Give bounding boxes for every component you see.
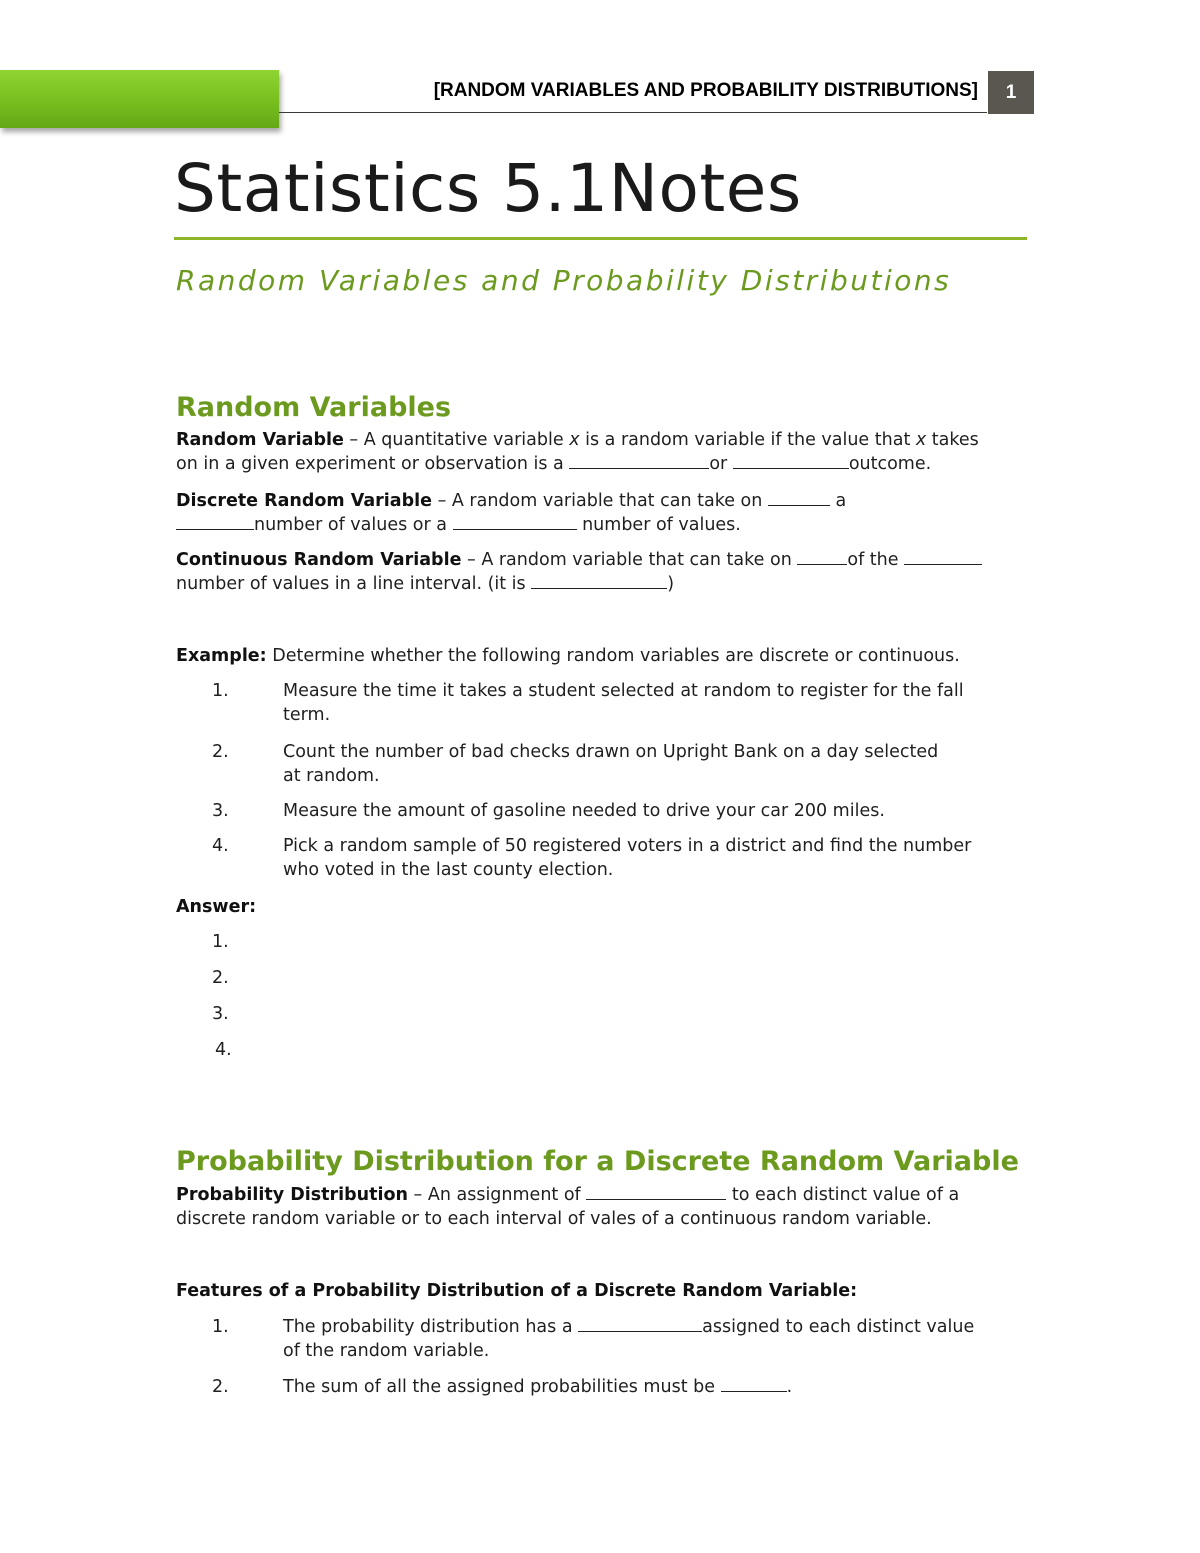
definition-continuous-random-variable	[176, 548, 1026, 596]
text: – An assignment of	[407, 1185, 587, 1205]
text: A quantitative variable	[363, 430, 570, 450]
text: a	[829, 491, 847, 511]
text: Count the number of bad checks drawn on Upright Bank on a day selected	[283, 742, 939, 762]
section-heading-random-variables: Random Variables	[176, 392, 452, 423]
section-heading-probability-distribution: Probability Distribution for a Discrete Random Variable	[176, 1146, 1019, 1177]
text: number of values.	[576, 515, 741, 535]
fill-in-blank	[721, 1375, 787, 1392]
definition-random-variable	[176, 428, 1026, 476]
fill-in-blank	[453, 513, 577, 530]
text: is a random variable if the value that	[579, 430, 916, 450]
answer-label-text: Answer:	[176, 897, 257, 917]
text: Measure the time it takes a student selected at random to register for the fall	[283, 681, 964, 701]
text: Pick a random sample of 50 registered voters in a district and find the number	[283, 836, 972, 856]
text: – A random variable that can take on	[432, 491, 768, 511]
example-item-number: 2.	[212, 742, 229, 762]
text: of the random variable.	[283, 1341, 490, 1361]
example-item-number: 4.	[212, 836, 229, 856]
text: assigned to each distinct value	[702, 1317, 975, 1337]
header-accent-tab	[0, 70, 279, 128]
fill-in-blank	[531, 572, 667, 589]
title-rule	[174, 237, 1027, 240]
text: number of values or a	[254, 515, 453, 535]
features-label-text: Features of a Probability Distribution of a Discrete Random Variable:	[176, 1281, 858, 1301]
answer-number: 3.	[212, 1004, 229, 1024]
feature-item	[283, 1375, 1028, 1399]
text: )	[667, 574, 675, 594]
example-item	[283, 740, 1028, 788]
text: .	[786, 1377, 793, 1397]
text: who voted in the last county election.	[283, 860, 614, 880]
fill-in-blank	[569, 452, 709, 469]
term-random-variable: Random Variable	[176, 430, 344, 450]
fill-in-blank	[586, 1183, 726, 1200]
text: to each distinct value of a	[726, 1185, 960, 1205]
text: Determine whether the following random variables are discrete or continuous.	[266, 646, 960, 666]
answer-number: 2.	[212, 968, 229, 988]
text: number of values in a line interval. (it is	[176, 574, 532, 594]
example-prompt	[176, 644, 1026, 668]
answer-label	[176, 895, 1026, 919]
fill-in-blank	[797, 548, 847, 565]
text: – A random variable that can take on	[461, 550, 798, 570]
variable-x: x	[915, 430, 927, 450]
text: term.	[283, 705, 331, 725]
example-item	[283, 679, 1028, 727]
features-label	[176, 1279, 1026, 1303]
document-subtitle: Random Variables and Probability Distributions	[176, 264, 952, 297]
fill-in-blank	[176, 513, 254, 530]
text: on in a given experiment or observation is a	[176, 454, 570, 474]
text: at random.	[283, 766, 380, 786]
term-discrete-random-variable: Discrete Random Variable	[176, 491, 432, 511]
fill-in-blank	[578, 1315, 702, 1332]
example-item	[283, 799, 1028, 823]
example-label: Example:	[176, 646, 267, 666]
text: outcome.	[848, 454, 932, 474]
text: takes	[926, 430, 979, 450]
term-probability-distribution: Probability Distribution	[176, 1185, 408, 1205]
text: Measure the amount of gasoline needed to drive your car 200 miles.	[283, 801, 885, 821]
fill-in-blank	[768, 489, 830, 506]
text: of the	[847, 550, 905, 570]
text: discrete random variable or to each interval of vales of a continuous random variable.	[176, 1209, 932, 1229]
header-rule	[279, 112, 987, 113]
fill-in-blank	[733, 452, 849, 469]
feature-number: 2.	[212, 1377, 229, 1397]
text: or	[709, 454, 733, 474]
fill-in-blank	[904, 548, 982, 565]
feature-item	[283, 1315, 1028, 1363]
definition-discrete-random-variable	[176, 489, 1026, 537]
header-title: [RANDOM VARIABLES AND PROBABILITY DISTRIBUTIONS]	[433, 80, 978, 101]
text: The sum of all the assigned probabilities must be	[283, 1377, 721, 1397]
answer-number: 4.	[215, 1040, 232, 1060]
text: The probability distribution has a	[283, 1317, 579, 1337]
dash: –	[343, 430, 364, 450]
definition-probability-distribution	[176, 1183, 1026, 1231]
answer-number: 1.	[212, 932, 229, 952]
variable-x: x	[569, 430, 580, 450]
page-number: 1	[988, 71, 1034, 114]
feature-number: 1.	[212, 1317, 229, 1337]
example-item-number: 1.	[212, 681, 229, 701]
document-title: Statistics 5.1Notes	[174, 150, 802, 227]
example-item	[283, 834, 1028, 882]
term-continuous-random-variable: Continuous Random Variable	[176, 550, 462, 570]
example-item-number: 3.	[212, 801, 229, 821]
